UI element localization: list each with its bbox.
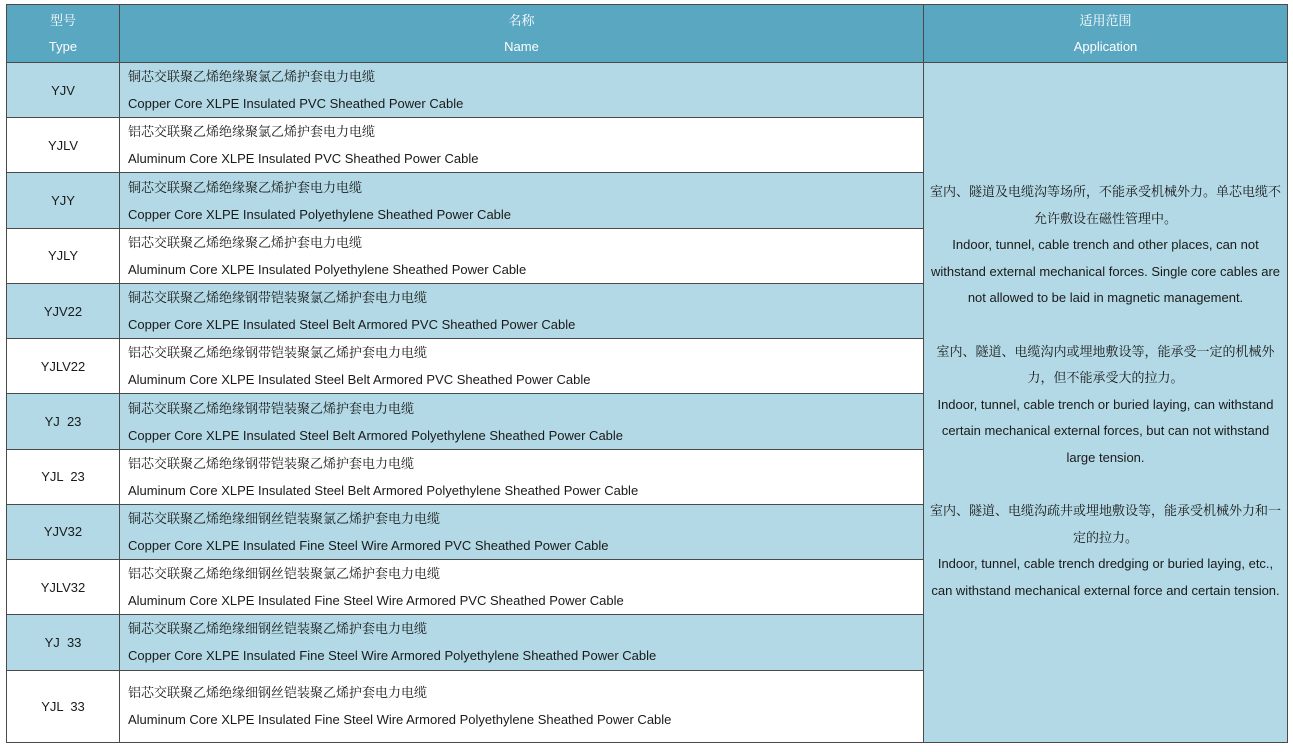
type-cell: YJLV22 [7, 339, 120, 394]
type-cell: YJL 23 [7, 449, 120, 504]
name-cn: 铜芯交联聚乙烯绝缘细钢丝铠装聚氯乙烯护套电力电缆 [128, 510, 441, 526]
name-cell [120, 449, 924, 504]
application-group-3 [930, 498, 1281, 604]
name-cn: 铝芯交联聚乙烯绝缘钢带铠装聚乙烯护套电力电缆 [128, 455, 415, 471]
name-en: Aluminum Core XLPE Insulated PVC Sheathed Power Cable [128, 151, 479, 167]
header-name-en: Name [504, 38, 539, 54]
cable-spec-table [6, 4, 1288, 743]
application-cn: 室内、隧道、电缆沟内或埋地敷设等，能承受一定的机械外力，但不能承受大的拉力。 [936, 343, 1275, 385]
header-application [924, 5, 1288, 63]
type-cell: YJV [7, 63, 120, 118]
application-en: Indoor, tunnel, cable trench and other places, can not withstand external mechanical forces. Single core cables are not allowed to be laid in magnetic management. [930, 237, 1280, 305]
application-en: Indoor, tunnel, cable trench dredging or buried laying, etc., can withstand mechanical external force and certain tension. [931, 556, 1280, 598]
type-cell: YJLY [7, 228, 120, 283]
type-cell: YJL 33 [7, 670, 120, 742]
name-cn: 铝芯交联聚乙烯绝缘钢带铠装聚氯乙烯护套电力电缆 [128, 345, 428, 361]
type-cell: YJY [7, 173, 120, 228]
application-cn: 室内、隧道及电缆沟等场所，不能承受机械外力。单芯电缆不允许敷设在磁性管理中。 [930, 184, 1282, 226]
header-row [7, 5, 1288, 63]
header-type [7, 5, 120, 63]
name-cn: 铝芯交联聚乙烯绝缘细钢丝铠装聚乙烯护套电力电缆 [128, 685, 428, 701]
header-type-cn: 型号 [49, 12, 76, 28]
application-en: Indoor, tunnel, cable trench or buried laying, can withstand certain mechanical external forces, but can not withstand large tension. [937, 396, 1274, 465]
name-en: Copper Core XLPE Insulated Fine Steel Wire Armored Polyethylene Sheathed Power Cable [128, 648, 657, 664]
name-en: Aluminum Core XLPE Insulated Fine Steel Wire Armored Polyethylene Sheathed Power Cable [128, 712, 672, 728]
header-name [120, 5, 924, 63]
name-cell [120, 228, 924, 283]
name-en: Copper Core XLPE Insulated Polyethylene Sheathed Power Cable [128, 206, 512, 222]
name-en: Copper Core XLPE Insulated Steel Belt Armored PVC Sheathed Power Cable [128, 317, 576, 333]
header-application-en: Application [1073, 38, 1138, 54]
type-cell: YJV22 [7, 283, 120, 338]
name-cn: 铜芯交联聚乙烯绝缘聚乙烯护套电力电缆 [128, 179, 363, 195]
type-cell: YJV32 [7, 504, 120, 559]
name-cn: 铜芯交联聚乙烯绝缘钢带铠装聚氯乙烯护套电力电缆 [128, 290, 428, 306]
name-cell [120, 394, 924, 449]
name-cell [120, 173, 924, 228]
type-cell: YJLV32 [7, 560, 120, 615]
name-cn: 铝芯交联聚乙烯绝缘聚乙烯护套电力电缆 [128, 234, 363, 250]
name-en: Aluminum Core XLPE Insulated Polyethylene Sheathed Power Cable [128, 261, 527, 277]
name-cell [120, 283, 924, 338]
name-en: Aluminum Core XLPE Insulated Steel Belt Armored PVC Sheathed Power Cable [128, 372, 591, 388]
name-cn: 铝芯交联聚乙烯绝缘聚氯乙烯护套电力电缆 [128, 124, 376, 140]
name-cn: 铜芯交联聚乙烯绝缘聚氯乙烯护套电力电缆 [128, 69, 376, 85]
name-cell [120, 560, 924, 615]
application-cell [924, 63, 1288, 743]
name-cell [120, 615, 924, 670]
application-group-1 [930, 179, 1281, 312]
name-cell [120, 504, 924, 559]
name-en: Copper Core XLPE Insulated Steel Belt Armored Polyethylene Sheathed Power Cable [128, 427, 624, 443]
application-spacer [930, 312, 1281, 339]
name-cn: 铜芯交联聚乙烯绝缘钢带铠装聚乙烯护套电力电缆 [128, 400, 415, 416]
application-cn: 室内、隧道、电缆沟疏井或埋地敷设等，能承受机械外力和一定的拉力。 [930, 503, 1282, 545]
application-group-2 [930, 339, 1281, 472]
name-cell [120, 339, 924, 394]
type-cell: YJ 23 [7, 394, 120, 449]
header-application-cn: 适用范围 [1079, 12, 1132, 28]
application-spacer [930, 471, 1281, 498]
name-cell [120, 63, 924, 118]
type-cell: YJLV [7, 118, 120, 173]
name-cell [120, 118, 924, 173]
header-type-en: Type [48, 38, 78, 54]
header-name-cn: 名称 [508, 12, 535, 28]
name-en: Copper Core XLPE Insulated PVC Sheathed Power Cable [128, 96, 464, 112]
table-row [7, 63, 1288, 118]
name-cn: 铜芯交联聚乙烯绝缘细钢丝铠装聚乙烯护套电力电缆 [128, 621, 428, 637]
type-cell: YJ 33 [7, 615, 120, 670]
name-en: Aluminum Core XLPE Insulated Steel Belt Armored Polyethylene Sheathed Power Cable [128, 482, 639, 498]
name-cell [120, 670, 924, 742]
name-en: Copper Core XLPE Insulated Fine Steel Wire Armored PVC Sheathed Power Cable [128, 537, 609, 553]
name-en: Aluminum Core XLPE Insulated Fine Steel Wire Armored PVC Sheathed Power Cable [128, 593, 624, 609]
name-cn: 铝芯交联聚乙烯绝缘细钢丝铠装聚氯乙烯护套电力电缆 [128, 566, 441, 582]
